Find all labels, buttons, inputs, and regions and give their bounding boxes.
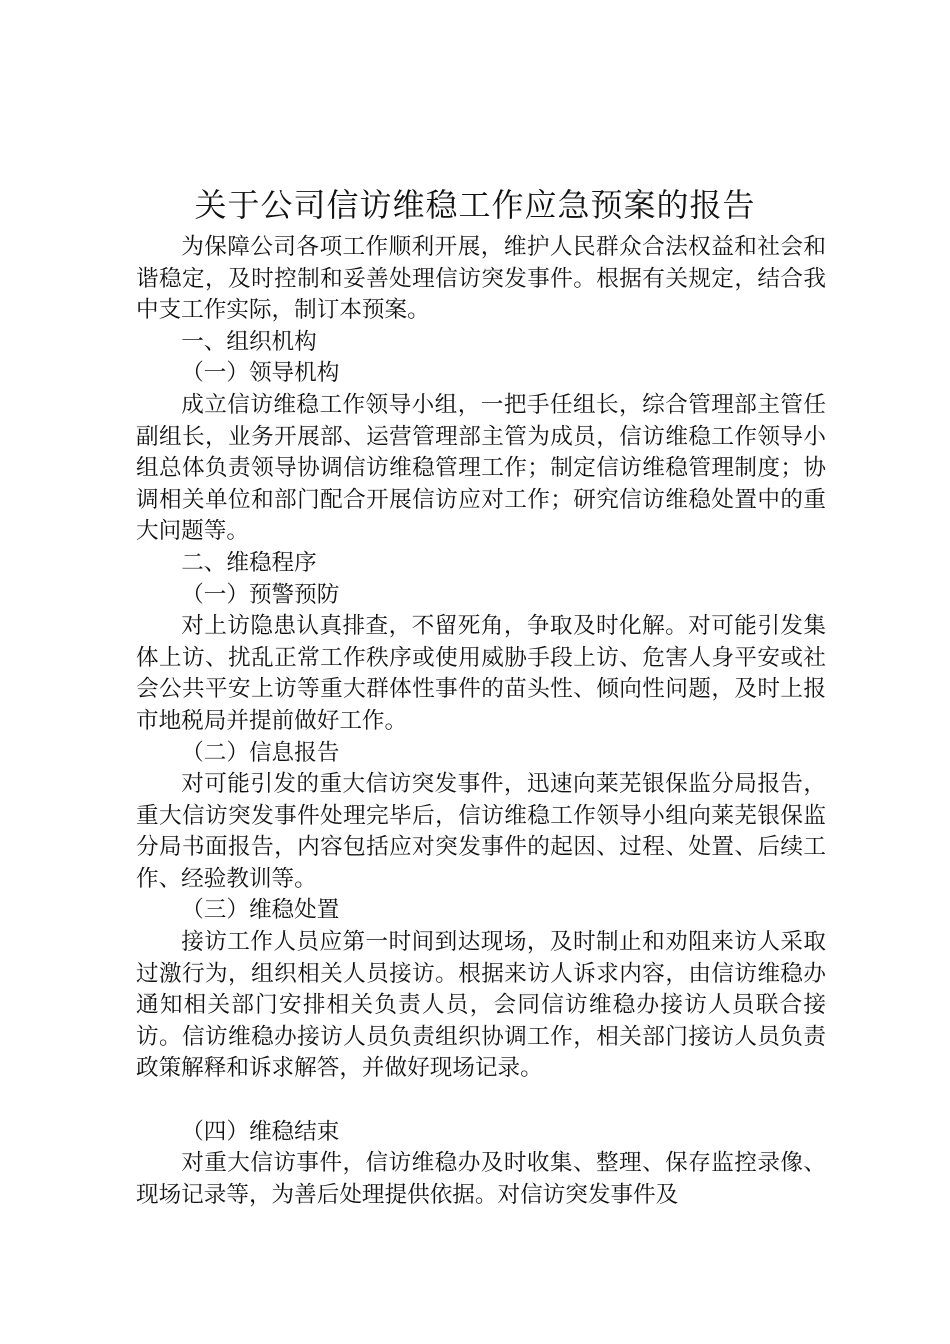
- subsection-heading-reporting: （二）信息报告: [181, 739, 340, 766]
- subsection-heading-leadership: （一）领导机构: [181, 360, 340, 387]
- closing-paragraph: 对重大信访事件，信访维稳办及时收集、整理、保存监控录像、现场记录等，为善后处理提供依据。对信访突发事件及: [136, 1150, 826, 1208]
- document-body: [136, 232, 826, 1211]
- leadership-paragraph: 成立信访维稳工作领导小组，一把手任组长，综合管理部主管任副组长，业务开展部、运营管理部主管为成员，信访维稳工作领导小组总体负责领导协调信访维稳管理工作；制定信访维稳管理制度；协调相关单位和部门配合开展信访应对工作；研究信访维稳处置中的重大问题等。: [136, 391, 826, 545]
- intro-paragraph: 为保障公司各项工作顺利开展，维护人民群众合法权益和社会和谐稳定，及时控制和妥善处理信访突发事件。根据有关规定，结合我中支工作实际，制订本预案。: [136, 234, 826, 324]
- subsection-heading-prevention: （一）预警预防: [181, 581, 340, 608]
- section-heading-organization: 一、组织机构: [181, 328, 317, 355]
- reporting-paragraph: 对可能引发的重大信访突发事件，迅速向莱芜银保监分局报告，重大信访突发事件处理完毕后，信访维稳工作领导小组向莱芜银保监分局书面报告，内容包括应对突发事件的起因、过程、处置、后续工作、经验教训等。: [136, 771, 826, 892]
- subsection-heading-closing: （四）维稳结束: [181, 1118, 340, 1145]
- subsection-heading-handling: （三）维稳处置: [181, 897, 340, 924]
- handling-paragraph: 接访工作人员应第一时间到达现场，及时制止和劝阻来访人采取过激行为，组织相关人员接访。根据来访人诉求内容，由信访维稳办通知相关部门安排相关负责人员，会同信访维稳办接访人员联合接访。信访维稳办接访人员负责组织协调工作，相关部门接访人员负责政策解释和诉求解答，并做好现场记录。: [136, 929, 826, 1082]
- document-title: 关于公司信访维稳工作应急预案的报告: [194, 186, 756, 224]
- prevention-paragraph: 对上访隐患认真排查，不留死角，争取及时化解。对可能引发集体上访、扰乱正常工作秩序或使用威胁手段上访、危害人身平安或社会公共平安上访等重大群体性事件的苗头性、倾向性问题，及时上报市地税局并提前做好工作。: [136, 613, 826, 734]
- section-heading-procedure: 二、维稳程序: [181, 549, 317, 576]
